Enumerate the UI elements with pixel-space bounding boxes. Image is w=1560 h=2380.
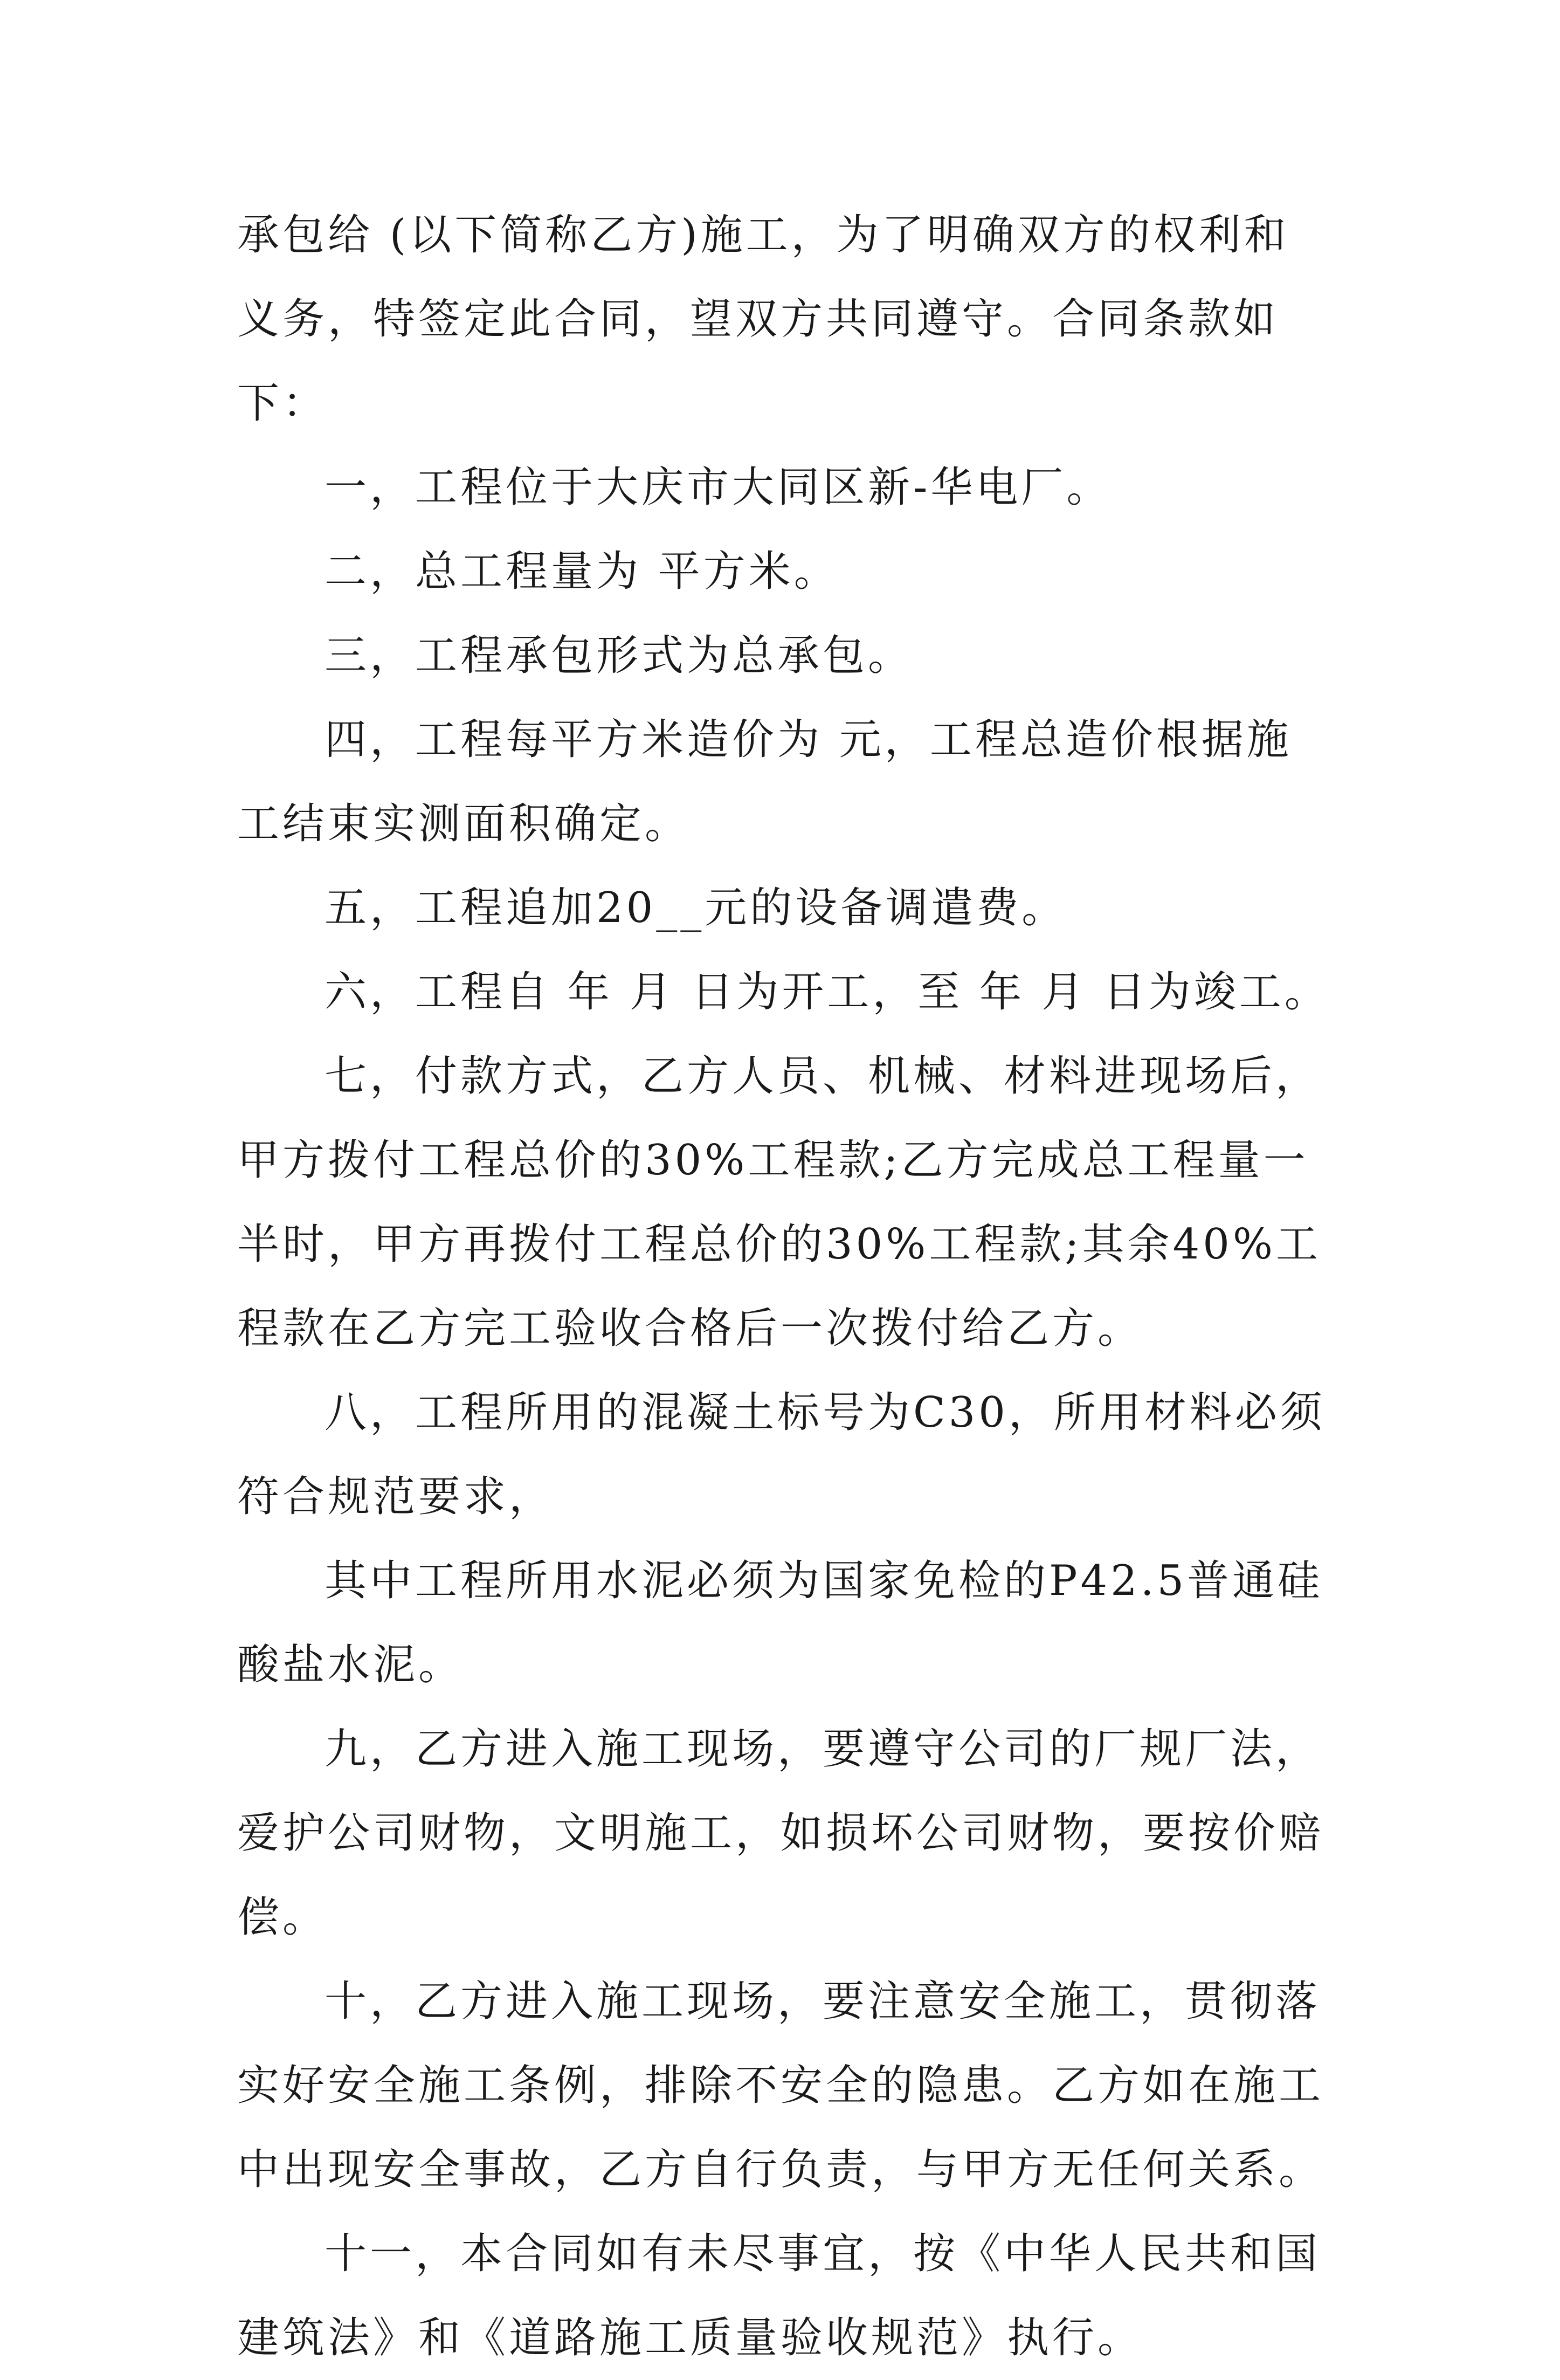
clause-10: 十，乙方进入施工现场，要注意安全施工，贯彻落实好安全施工条例，排除不安全的隐患。乙方如在施工中出现安全事故，乙方自行负责，与甲方无任何关系。 [237,1977,1324,2194]
clause-2: 二，总工程量为 平方米。 [325,547,839,596]
clause-9: 九，乙方进入施工现场，要遵守公司的厂规厂法，爱护公司财物，文明施工，如损坏公司财物，要按价赔偿。 [237,1725,1324,1942]
clause-1: 一，工程位于大庆市大同区新-华电厂。 [325,463,1112,512]
clause-4: 四，工程每平方米造价为 元，工程总造价根据施工结束实测面积确定。 [237,716,1292,848]
clause-8-continued: 其中工程所用水泥必须为国家免检的P42.5普通硅酸盐水泥。 [237,1557,1323,1689]
clause-3: 三，工程承包形式为总承包。 [325,631,914,680]
clause-6: 六，工程自 年 月 日为开工，至 年 月 日为竣工。 [325,968,1330,1016]
clause-8: 八，工程所用的混凝土标号为C30，所用材料必须符合规范要求， [237,1388,1326,1521]
clause-7: 七，付款方式，乙方人员、机械、材料进现场后，甲方拨付工程总价的30%工程款;乙方完成总工程量一半时，甲方再拨付工程总价的30%工程款;其余40%工程款在乙方完工验收合格后一次拨付给乙方。 [237,1052,1322,1353]
contract-body [237,193,1331,2380]
clause-11: 十一，本合同如有未尽事宜，按《中华人民共和国建筑法》和《道路施工质量验收规范》执行。 [237,2230,1321,2362]
paragraph-intro: 承包给 (以下简称乙方)施工，为了明确双方的权利和义务，特签定此合同，望双方共同遵守。合同条款如下： [237,211,1289,428]
clause-5: 五，工程追加20__元的设备调遣费。 [325,884,1067,932]
